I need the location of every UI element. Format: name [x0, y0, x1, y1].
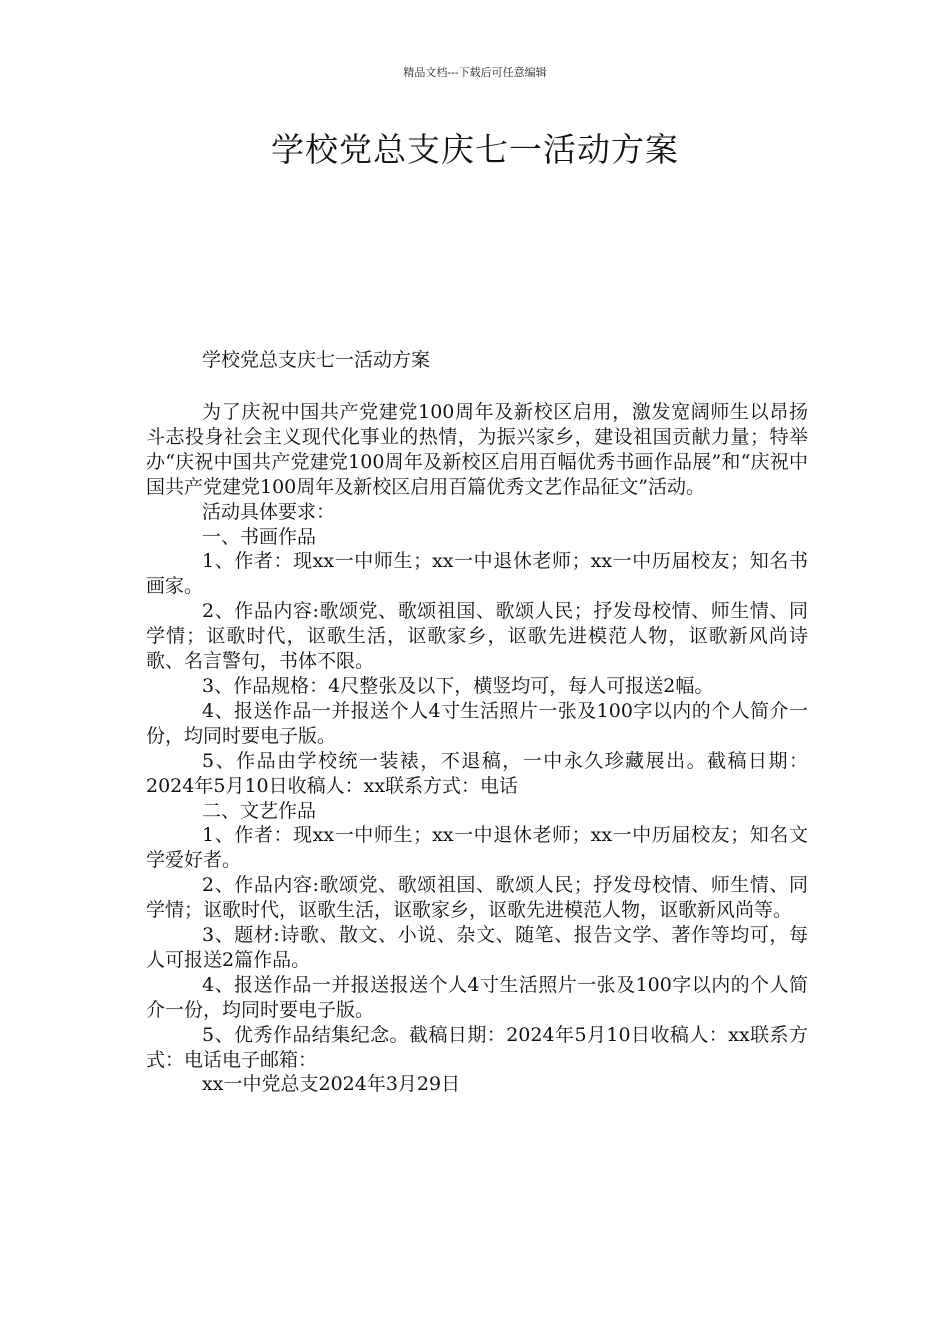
literary-item-3: 3、题材:诗歌、散文、小说、杂文、随笔、报告文学、著作等均可，每人可报送2篇作品。 — [146, 924, 808, 971]
calligraphy-item-5: 5、作品由学校统一装裱，不退稿，一中永久珍藏展出。截稿日期：2024年5月10日收稿人：xx联系方式：电话 — [146, 749, 808, 797]
signature-line: xx一中党总支2024年3月29日 — [202, 1073, 461, 1096]
literary-item-4: 4、报送作品一并报送报送个人4寸生活照片一张及100字以内的个人简介一份，均同时要电子版。 — [146, 973, 808, 1021]
section-heading-literary: 二、文艺作品 — [202, 799, 317, 822]
calligraphy-item-2: 2、作品内容:歌颂党、歌颂祖国、歌颂人民；抒发母校情、师生情、同学情；讴歌时代，讴歌生活，讴歌家乡，讴歌先进模范人物，讴歌新风尚诗歌、名言警句，书体不限。 — [146, 600, 808, 673]
document-title: 学校党总支庆七一活动方案 — [271, 130, 679, 169]
literary-item-2: 2、作品内容:歌颂党、歌颂祖国、歌颂人民；抒发母校情、师生情、同学情；讴歌时代，讴歌生活，讴歌家乡，讴歌先进模范人物，讴歌新风尚等。 — [146, 874, 808, 922]
calligraphy-item-4: 4、报送作品一并报送个人4寸生活照片一张及100字以内的个人简介一份，均同时要电子版。 — [146, 699, 808, 747]
requirements-heading: 活动具体要求： — [202, 500, 336, 523]
document-body — [146, 400, 808, 1097]
header-note: 精品文档---下载后可任意编辑 — [403, 66, 547, 79]
section-heading-calligraphy: 一、书画作品 — [202, 525, 317, 548]
intro-paragraph: 为了庆祝中国共产党建党100周年及新校区启用，激发宽阔师生以昂扬斗志投身社会主义现代化事业的热情，为振兴家乡，建设祖国贡献力量；特举办“庆祝中国共产党建党100周年及新校区启用百幅优秀书画作品展”和“庆祝中国共产党建党100周年及新校区启用百篇优秀文艺作品征文”活动。 — [146, 401, 808, 498]
literary-item-1: 1、作者：现xx一中师生；xx一中退休老师；xx一中历届校友；知名文学爱好者。 — [146, 824, 808, 872]
calligraphy-item-1: 1、作者：现xx一中师生；xx一中退休老师；xx一中历届校友；知名书画家。 — [146, 550, 808, 598]
document-subtitle: 学校党总支庆七一活动方案 — [202, 349, 431, 371]
literary-item-5: 5、优秀作品结集纪念。截稿日期：2024年5月10日收稿人：xx联系方式：电话电子邮箱： — [146, 1023, 808, 1071]
calligraphy-item-3: 3、作品规格：4尺整张及以下，横竖均可，每人可报送2幅。 — [202, 674, 714, 697]
